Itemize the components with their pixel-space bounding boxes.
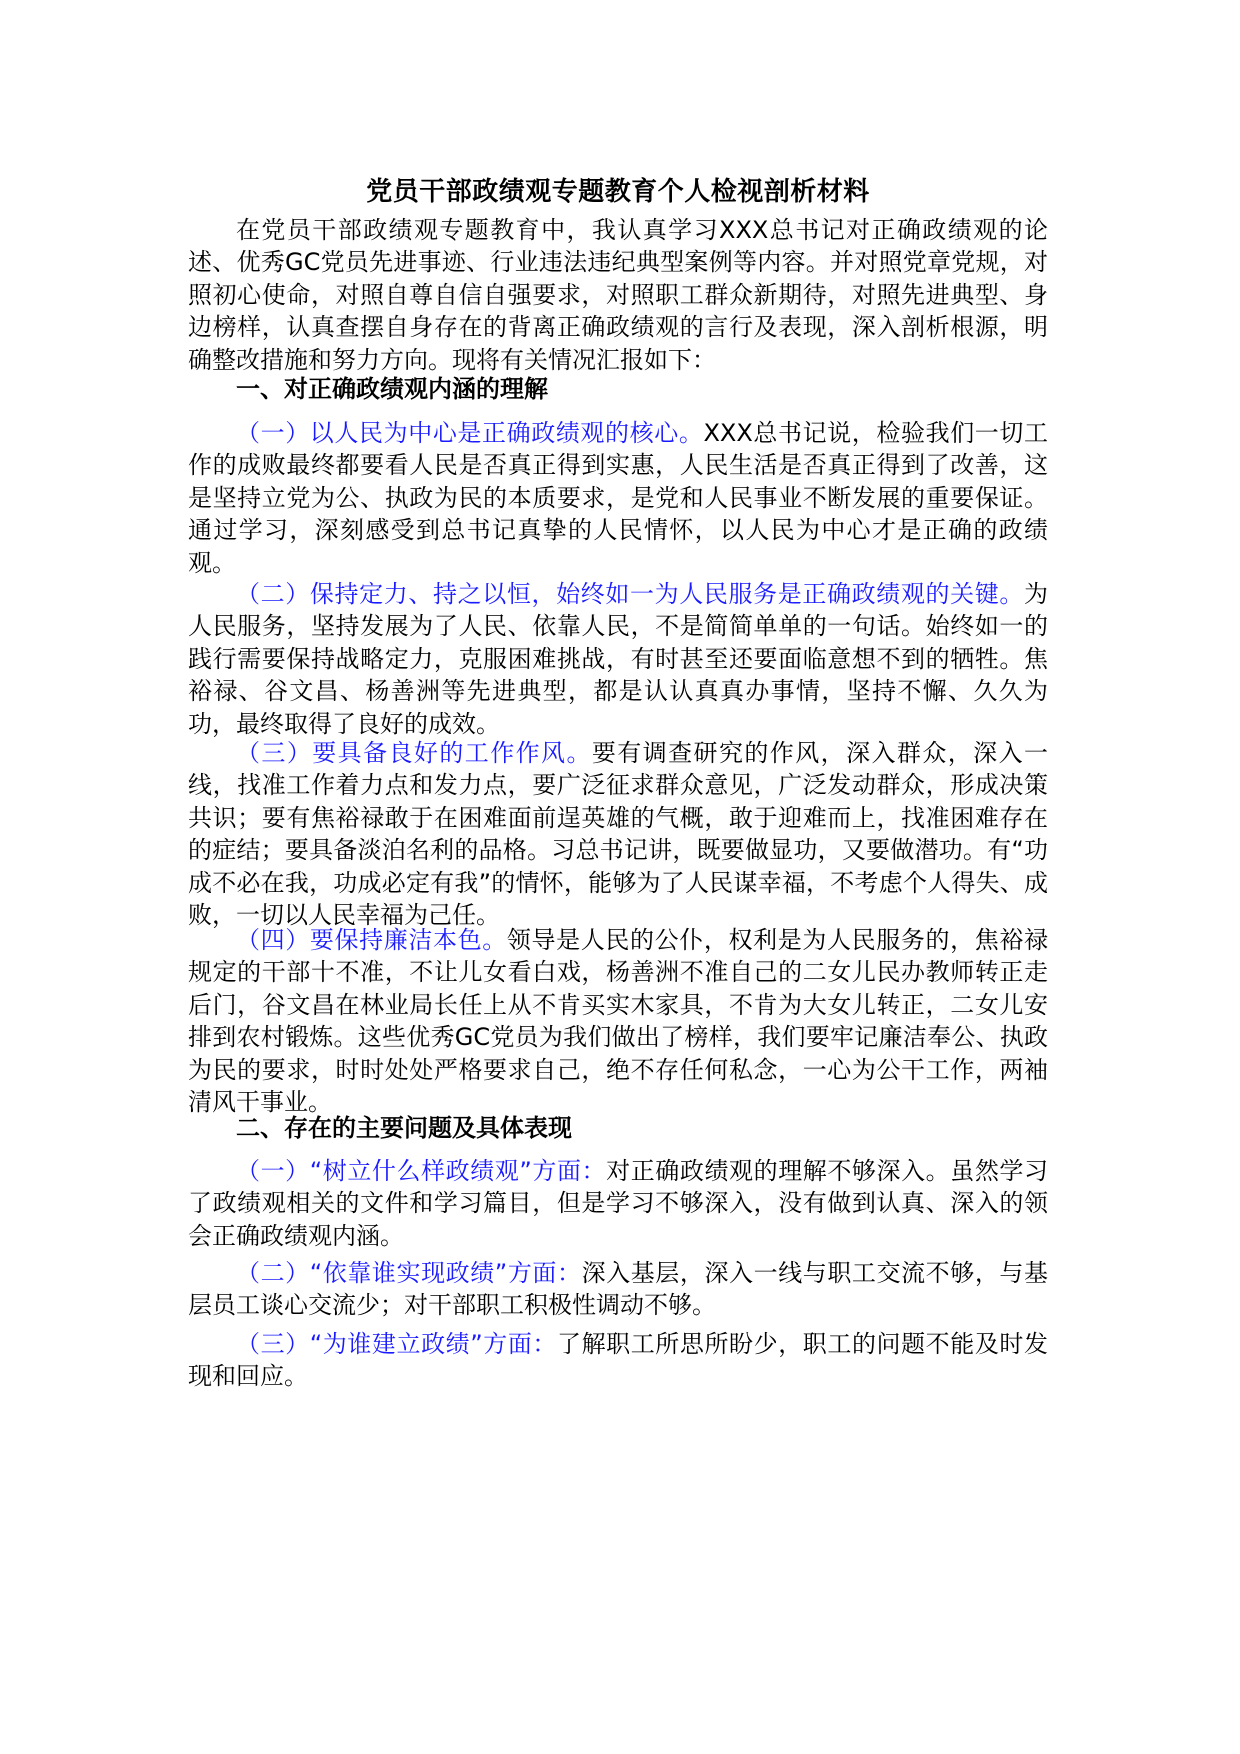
item-lead: （三）要具备良好的工作作风。 — [236, 739, 592, 767]
section-2-item-2 — [188, 1257, 1048, 1322]
paragraph — [188, 924, 1048, 1118]
item-body: 为人民服务，坚持发展为了人民、依靠人民，不是简简单单的一句话。始终如一的践行需要保持战略定力，克服困难挑战，有时甚至还要面临意想不到的牺牲。焦裕禄、谷文昌、杨善洲等先进典型，都是认认真真办事情，坚持不懈、久久为功，最终取得了良好的成效。 — [188, 580, 1048, 738]
item-lead: （二）“依靠谁实现政绩”方面： — [236, 1259, 582, 1287]
item-body: 要有调查研究的作风，深入群众，深入一线，找准工作着力点和发力点，要广泛征求群众意见，广泛发动群众，形成决策共识；要有焦裕禄敢于在困难面前逞英雄的气概，敢于迎难而上，找准困难存在的症结；要具备淡泊名利的品格。习总书记讲，既要做显功，又要做潜功。有“功成不必在我，功成必定有我”的情怀，能够为了人民谋幸福，不考虑个人得失、成败，一切以人民幸福为己任。 — [188, 739, 1049, 930]
section-2-heading-block — [188, 1112, 1048, 1144]
paragraph — [188, 417, 1048, 579]
item-body: 领导是人民的公仆，权利是为人民服务的，焦裕禄规定的干部十不准，不让儿女看白戏，杨善洲不准自己的二女儿民办教师转正走后门，谷文昌在林业局长任上从不肯买实木家具，不肯为大女儿转正，二女儿安排到农村锻炼。这些优秀GC党员为我们做出了榜样，我们要牢记廉洁奉公、执政为民的要求，时时处处严格要求自己，绝不存任何私念，一心为公干工作，两袖清风干事业。 — [188, 926, 1048, 1117]
paragraph — [188, 578, 1048, 740]
item-body: 深入基层，深入一线与职工交流不够，与基层员工谈心交流少；对干部职工积极性调动不够。 — [188, 1259, 1048, 1320]
section-1-item-2 — [188, 578, 1048, 740]
item-body: 对正确政绩观的理解不够深入。虽然学习了政绩观相关的文件和学习篇目，但是学习不够深入，没有做到认真、深入的领会正确政绩观内涵。 — [188, 1157, 1048, 1250]
section-1-heading: 一、对正确政绩观内涵的理解 — [236, 375, 548, 403]
item-body: 了解职工所思所盼少，职工的问题不能及时发现和回应。 — [188, 1330, 1048, 1391]
item-body: XXX总书记说，检验我们一切工作的成败最终都要看人民是否真正得到实惠，人民生活是否真正得到了改善，这是坚持立党为公、执政为民的本质要求，是党和人民事业不断发展的重要保证。通过学习，深刻感受到总书记真挚的人民情怀，以人民为中心才是正确的政绩观。 — [188, 419, 1049, 577]
intro-paragraph: 在党员干部政绩观专题教育中，我认真学习XXX总书记对正确政绩观的论述、优秀GC党员先进事迹、行业违法违纪典型案例等内容。并对照党章党规，对照初心使命，对照自尊自信自强要求，对照职工群众新期待，对照先进典型、身边榜样，认真查摆自身存在的背离正确政绩观的言行及表现，深入剖析根源，明确整改措施和努力方向。现将有关情况汇报如下： — [188, 216, 1048, 374]
section-1-item-4 — [188, 924, 1048, 1118]
paragraph — [188, 1328, 1048, 1393]
intro-paragraph-block — [188, 214, 1048, 376]
item-lead: （一）“树立什么样政绩观”方面： — [236, 1157, 607, 1185]
section-2-heading: 二、存在的主要问题及具体表现 — [236, 1114, 572, 1142]
item-lead: （二）保持定力、持之以恒，始终如一为人民服务是正确政绩观的关键。 — [236, 580, 1024, 608]
section-1-heading-block — [188, 373, 1048, 405]
section-2-item-1 — [188, 1155, 1048, 1252]
paragraph — [188, 1257, 1048, 1322]
section-1-item-1 — [188, 417, 1048, 579]
item-lead: （三）“为谁建立政绩”方面： — [236, 1330, 557, 1358]
document-title: 党员干部政绩观专题教育个人检视剖析材料 — [366, 177, 870, 207]
paragraph — [188, 737, 1048, 931]
item-lead: （一）以人民为中心是正确政绩观的核心。 — [236, 419, 704, 447]
section-2-item-3 — [188, 1328, 1048, 1393]
paragraph — [188, 1155, 1048, 1252]
section-1-item-3 — [188, 737, 1048, 931]
item-lead: （四）要保持廉洁本色。 — [236, 926, 507, 954]
